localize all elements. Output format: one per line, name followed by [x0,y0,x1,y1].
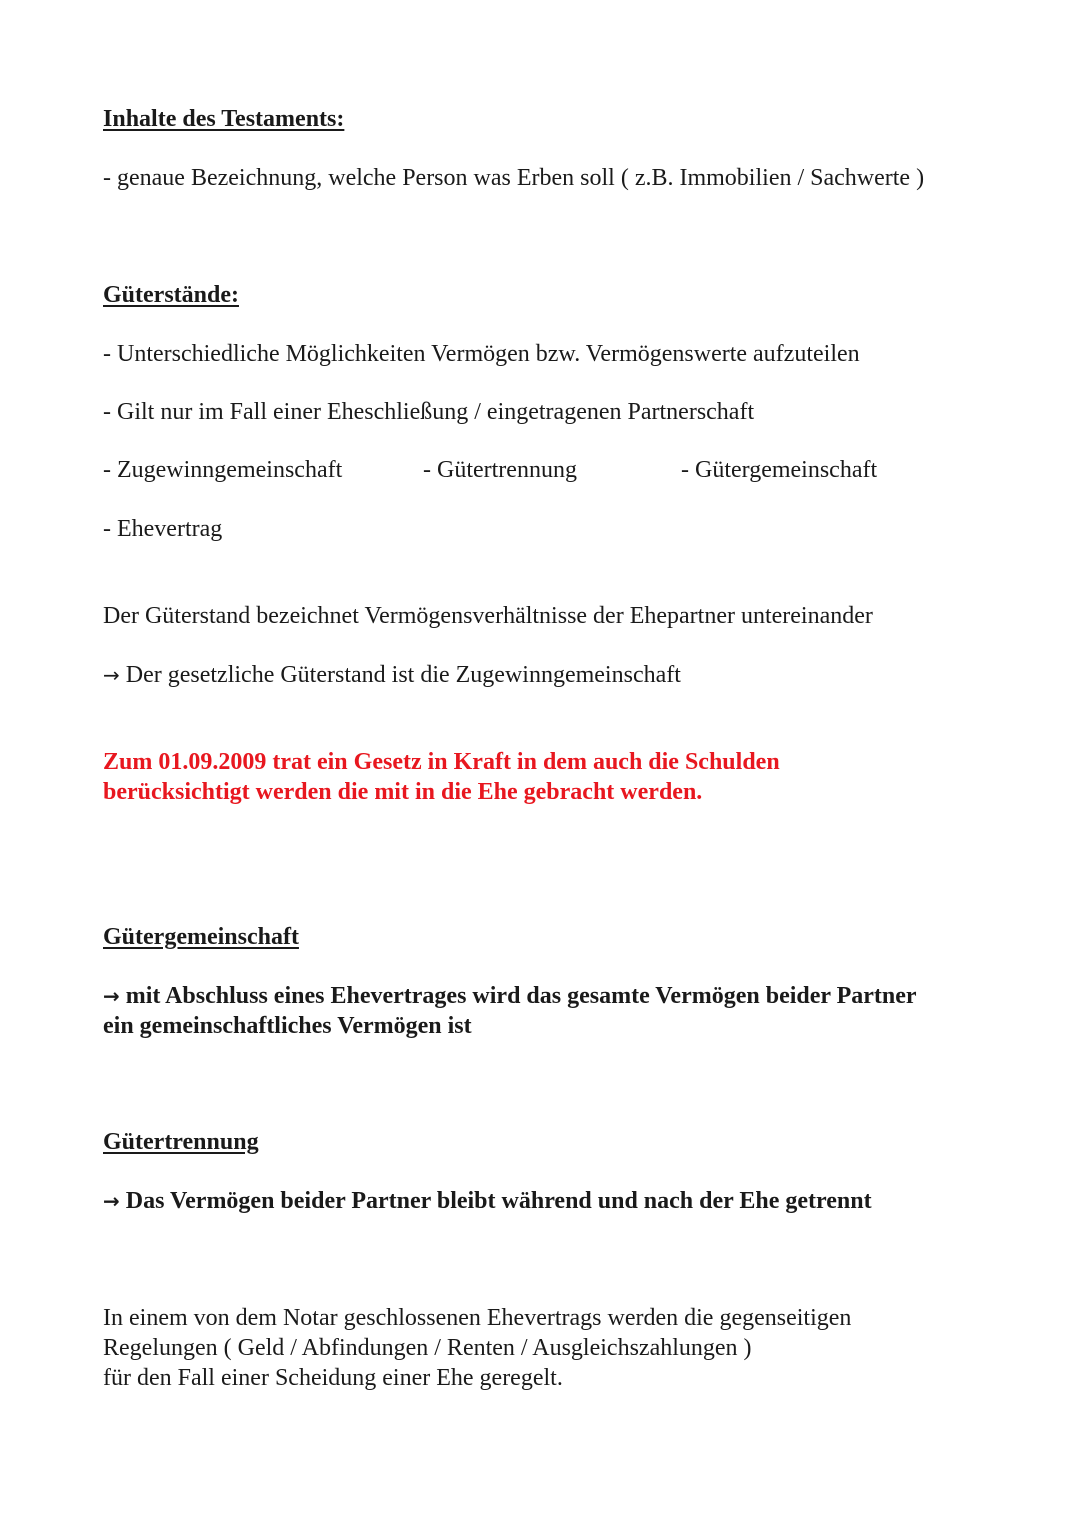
arrow-icon: → [103,984,120,1008]
gueterstaende-item-1: - Unterschiedliche Möglichkeiten Vermögen bzw. Vermögenswerte aufzuteilen [103,341,860,367]
testament-item: - genaue Bezeichnung, welche Person was Erben soll ( z.B. Immobilien / Sachwerte ) [103,165,925,191]
heading-gueterstaende: Güterstände: [103,282,239,308]
law-notice [103,747,780,807]
ehevertrag-line-1: In einem von dem Notar geschlossenen Ehevertrags werden die gegenseitigen [103,1305,852,1331]
gueterstaende-item-4: - Ehevertrag [103,516,223,542]
ehevertrag-line-3: für den Fall einer Scheidung einer Ehe geregelt. [103,1365,563,1391]
guetertrennung-line-1: Das Vermögen beider Partner bleibt während und nach der Ehe getrennt [125,1188,872,1214]
guetergemeinschaft-text [103,981,917,1041]
law-notice-line-2: berücksichtigt werden die mit in die Ehe gebracht werden. [103,779,703,805]
heading-guetergemeinschaft: Gütergemeinschaft [103,924,299,950]
gueterstand-legal-text: Der gesetzliche Güterstand ist die Zugewinngemeinschaft [125,662,681,688]
ehevertrag-line-2: Regelungen ( Geld / Abfindungen / Renten / Ausgleichszahlungen ) [103,1335,752,1361]
gueterstand-legal [103,660,681,690]
heading-testament: Inhalte des Testaments: [103,106,345,132]
law-notice-line-1: Zum 01.09.2009 trat ein Gesetz in Kraft in dem auch die Schulden [103,749,780,775]
type-guetertrennung: - Gütertrennung [423,457,577,483]
guetergemeinschaft-line-1: mit Abschluss eines Ehevertrages wird das gesamte Vermögen beider Partner [125,983,917,1009]
type-guetergemeinschaft: - Gütergemeinschaft [681,457,878,483]
ehevertrag-paragraph [103,1303,851,1393]
gueterstand-definition: Der Güterstand bezeichnet Vermögensverhältnisse der Ehepartner untereinander [103,603,873,629]
guetergemeinschaft-line-2: ein gemeinschaftliches Vermögen ist [103,1013,472,1039]
heading-guetertrennung: Gütertrennung [103,1129,259,1155]
arrow-icon: → [103,663,120,687]
gueterstaende-item-2: - Gilt nur im Fall einer Eheschließung / eingetragenen Partnerschaft [103,399,755,425]
type-zugewinngemeinschaft: - Zugewinngemeinschaft [103,457,343,483]
arrow-icon: → [103,1189,120,1213]
guetertrennung-text [103,1186,872,1216]
